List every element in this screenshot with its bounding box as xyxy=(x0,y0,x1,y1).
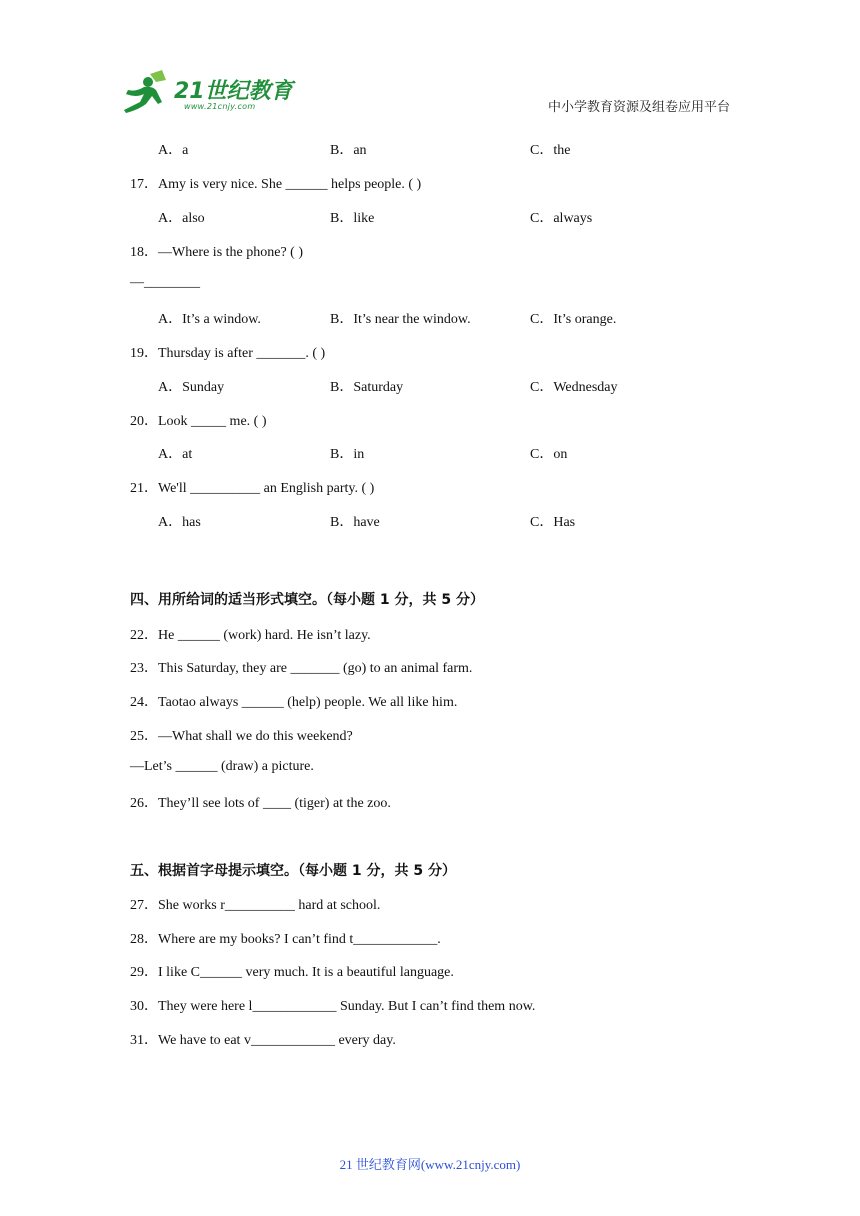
question-31: 31．We have to eat v____________ every day. xyxy=(130,1033,396,1048)
section-4-title: 四、用所给词的适当形式填空。（每小题 1 分，共 5 分） xyxy=(130,592,484,608)
q20-option-c: C．on xyxy=(530,447,568,462)
question-23: 23．This Saturday, they are _______ (go) to an animal farm. xyxy=(130,661,473,676)
question-21: 21．We'll __________ an English party. ( ) xyxy=(130,481,375,496)
q21-option-b: B．have xyxy=(330,515,380,530)
question-25-reply: —Let’s ______ (draw) a picture. xyxy=(130,759,314,774)
q18-option-c: C．It’s orange. xyxy=(530,312,617,327)
logo xyxy=(122,70,292,116)
q19-option-b: B．Saturday xyxy=(330,380,404,395)
q21-option-c: C．Has xyxy=(530,515,576,530)
q17-option-a: A．also xyxy=(158,211,205,226)
logo-text: 21世纪教育 xyxy=(174,79,293,104)
section-5-title: 五、根据首字母提示填空。（每小题 1 分，共 5 分） xyxy=(130,863,456,879)
q16-option-c: C．the xyxy=(530,143,571,158)
question-27: 27．She works r__________ hard at school. xyxy=(130,898,381,913)
footer-link[interactable]: 21 世纪教育网(www.21cnjy.com) xyxy=(339,1157,521,1172)
q19-option-a: A．Sunday xyxy=(158,380,225,395)
question-17: 17．Amy is very nice. She ______ helps people. ( ) xyxy=(130,177,422,192)
q20-option-b: B．in xyxy=(330,447,365,462)
question-20: 20．Look _____ me. ( ) xyxy=(130,414,267,429)
question-25: 25．—What shall we do this weekend? xyxy=(130,729,353,744)
question-19: 19．Thursday is after _______. ( ) xyxy=(130,346,326,361)
q19-option-c: C．Wednesday xyxy=(530,380,618,395)
q18-option-a: A．It’s a window. xyxy=(158,312,261,327)
question-29: 29．I like C______ very much. It is a beautiful language. xyxy=(130,965,454,980)
q20-option-a: A．at xyxy=(158,447,193,462)
question-24: 24．Taotao always ______ (help) people. We all like him. xyxy=(130,695,458,710)
q16-option-a: A．a xyxy=(158,143,189,158)
platform-name: 中小学教育资源及组卷应用平台 xyxy=(548,100,731,115)
question-30: 30．They were here l____________ Sunday. But I can’t find them now. xyxy=(130,999,536,1014)
q18-option-b: B．It’s near the window. xyxy=(330,312,471,327)
q17-option-c: C．always xyxy=(530,211,593,226)
q21-option-a: A．has xyxy=(158,515,201,530)
question-28: 28．Where are my books? I can’t find t____________. xyxy=(130,932,441,947)
logo-url: www.21cnjy.com xyxy=(184,102,256,111)
q18-answer-line: —________ xyxy=(130,275,200,290)
q16-option-b: B．an xyxy=(330,143,367,158)
q17-option-b: B．like xyxy=(330,211,375,226)
runner-logo-icon xyxy=(122,70,174,114)
question-18: 18．—Where is the phone? ( ) xyxy=(130,245,303,260)
question-22: 22．He ______ (work) hard. He isn’t lazy. xyxy=(130,628,371,643)
question-26: 26．They’ll see lots of ____ (tiger) at the zoo. xyxy=(130,796,391,811)
